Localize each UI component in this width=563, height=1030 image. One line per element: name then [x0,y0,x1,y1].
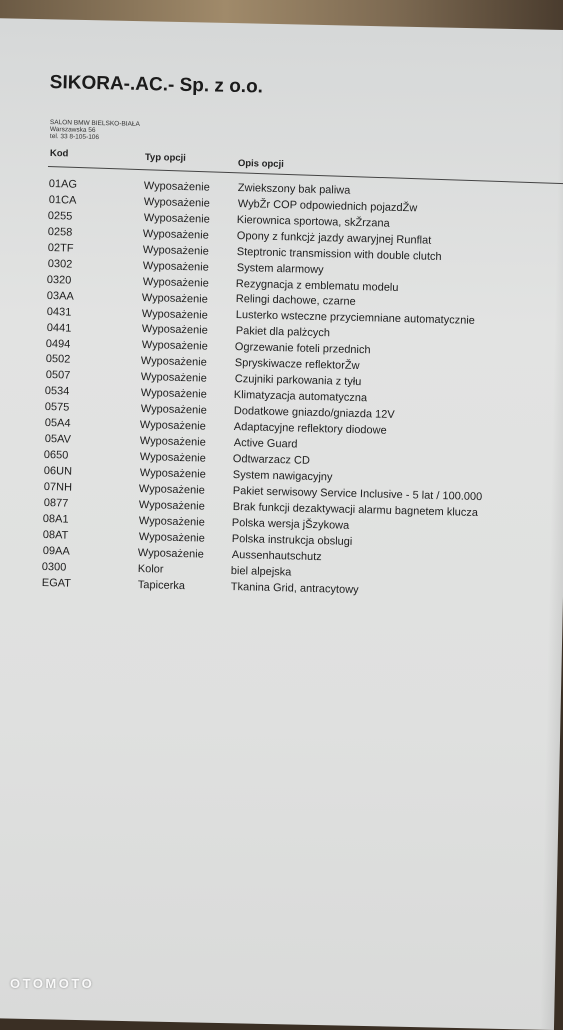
option-description: Tkanina Grid, antracytowy [230,580,359,596]
option-description: Rezygnacja z emblematu modelu [236,277,399,294]
option-code: 08A1 [42,512,69,526]
option-type: Wyposażenie [141,307,208,322]
option-code: 0650 [44,449,69,462]
option-description: Polska wersja jŠzykowa [231,516,350,532]
column-header-code: Kod [49,148,69,160]
option-code: 01AG [48,178,78,191]
option-type: Wyposażenie [139,467,206,481]
option-code: 07NH [43,481,72,494]
option-type: Wyposażenie [143,179,210,194]
option-description: Ogrzewanie foteli przednich [234,341,371,357]
option-code: 0300 [42,560,67,574]
option-description: Adaptacyjne reflektory diodowe [233,421,387,437]
option-code: 0575 [44,401,70,414]
option-description: Polska instrukcja obslugi [231,532,353,548]
option-description: Aussenhautschutz [231,548,322,563]
option-description: Relingi dachowe, czarne [235,293,356,309]
option-type: Wyposażenie [139,435,206,449]
company-name: SIKORA-.AC.- Sp. z o.o. [49,72,264,98]
option-code: 0877 [43,497,68,510]
column-header-description: Opis opcji [237,158,284,170]
header-divider [48,166,563,184]
option-type: Wyposażenie [141,291,209,306]
option-description: Czujniki parkowania z tyłu [234,373,362,389]
option-code: 06UN [43,465,73,478]
option-type: Wyposażenie [139,482,206,497]
option-type: Wyposażenie [143,195,210,210]
option-type: Wyposażenie [138,530,205,545]
option-type: Wyposażenie [142,227,210,242]
option-description: System alarmowy [236,261,324,276]
option-description: WybŽr COP odpowiednich pojazdŽw [237,197,418,215]
option-type: Wyposażenie [143,211,210,226]
option-code: 0302 [47,257,73,271]
option-description: Klimatyzacja automatyczna [234,389,368,405]
option-description: Active Guard [233,437,298,451]
option-type: Wyposażenie [142,243,209,258]
option-type: Wyposażenie [139,451,206,465]
option-type: Wyposażenie [142,275,209,290]
otomoto-watermark: OTOMOTO [10,976,95,991]
option-code: 05AV [44,433,71,446]
option-type: Wyposażenie [140,403,207,417]
option-type: Tapicerka [137,578,185,592]
option-type: Wyposażenie [140,371,207,385]
option-description: Brak funkcji dezaktywacji alarmu bagnetem klucza [232,500,478,519]
option-description: Odtwarzacz CD [233,452,311,467]
option-code: 09AA [42,544,70,558]
option-code: 0258 [47,225,73,239]
option-description: Spryskiwacze reflektorŽw [234,357,360,373]
option-type: Wyposażenie [140,387,207,401]
option-description: Steptronic transmission with double clutch [236,245,442,263]
option-type: Wyposażenie [141,323,208,338]
option-type: Kolor [137,562,164,576]
option-description: Zwiekszony bak paliwa [237,181,351,197]
column-header-type: Typ opcji [144,152,186,164]
option-code: 0320 [47,273,72,287]
address-line: tel. 33 8-105-106 [49,133,100,142]
option-type: Wyposażenie [139,419,207,433]
option-code: 0502 [45,353,71,367]
address-line: SALON BMW BIELSKO-BIAŁA [49,119,140,128]
option-description: Kierownica sportowa, skŽrzana [237,213,391,230]
option-type: Wyposażenie [138,514,205,529]
option-code: 01CA [48,193,77,207]
option-description: Pakiet serwisowy Service Inclusive - 5 lat / 100.000 [232,484,483,503]
option-description: Pakiet dla palżcych [235,325,330,340]
address-line: Warszawska 56 [49,126,96,134]
option-code: 0494 [45,337,71,351]
option-code: 0441 [46,321,71,335]
option-code: 03AA [46,289,74,303]
option-code: 0431 [46,305,72,319]
option-code: 0255 [48,209,73,223]
option-code: EGAT [41,576,72,590]
option-description: Dodatkowe gniazdo/gniazda 12V [233,405,395,422]
option-code: 02TF [47,241,74,255]
option-type: Wyposażenie [138,498,205,513]
option-description: System nawigacyjny [232,468,333,484]
option-type: Wyposażenie [140,355,208,369]
option-description: biel alpejska [231,564,292,579]
option-type: Wyposażenie [138,546,205,561]
option-code: 08AT [42,528,69,542]
option-code: 0507 [45,369,71,382]
option-type: Wyposażenie [142,259,209,274]
option-code: 05A4 [44,417,71,430]
option-type: Wyposażenie [141,339,208,353]
option-code: 0534 [45,385,70,398]
option-description: Opony z funkcjż jazdy awaryjnej Runflat [236,229,432,247]
option-description: Lusterko wsteczne przyciemniane automatycznie [235,309,475,328]
